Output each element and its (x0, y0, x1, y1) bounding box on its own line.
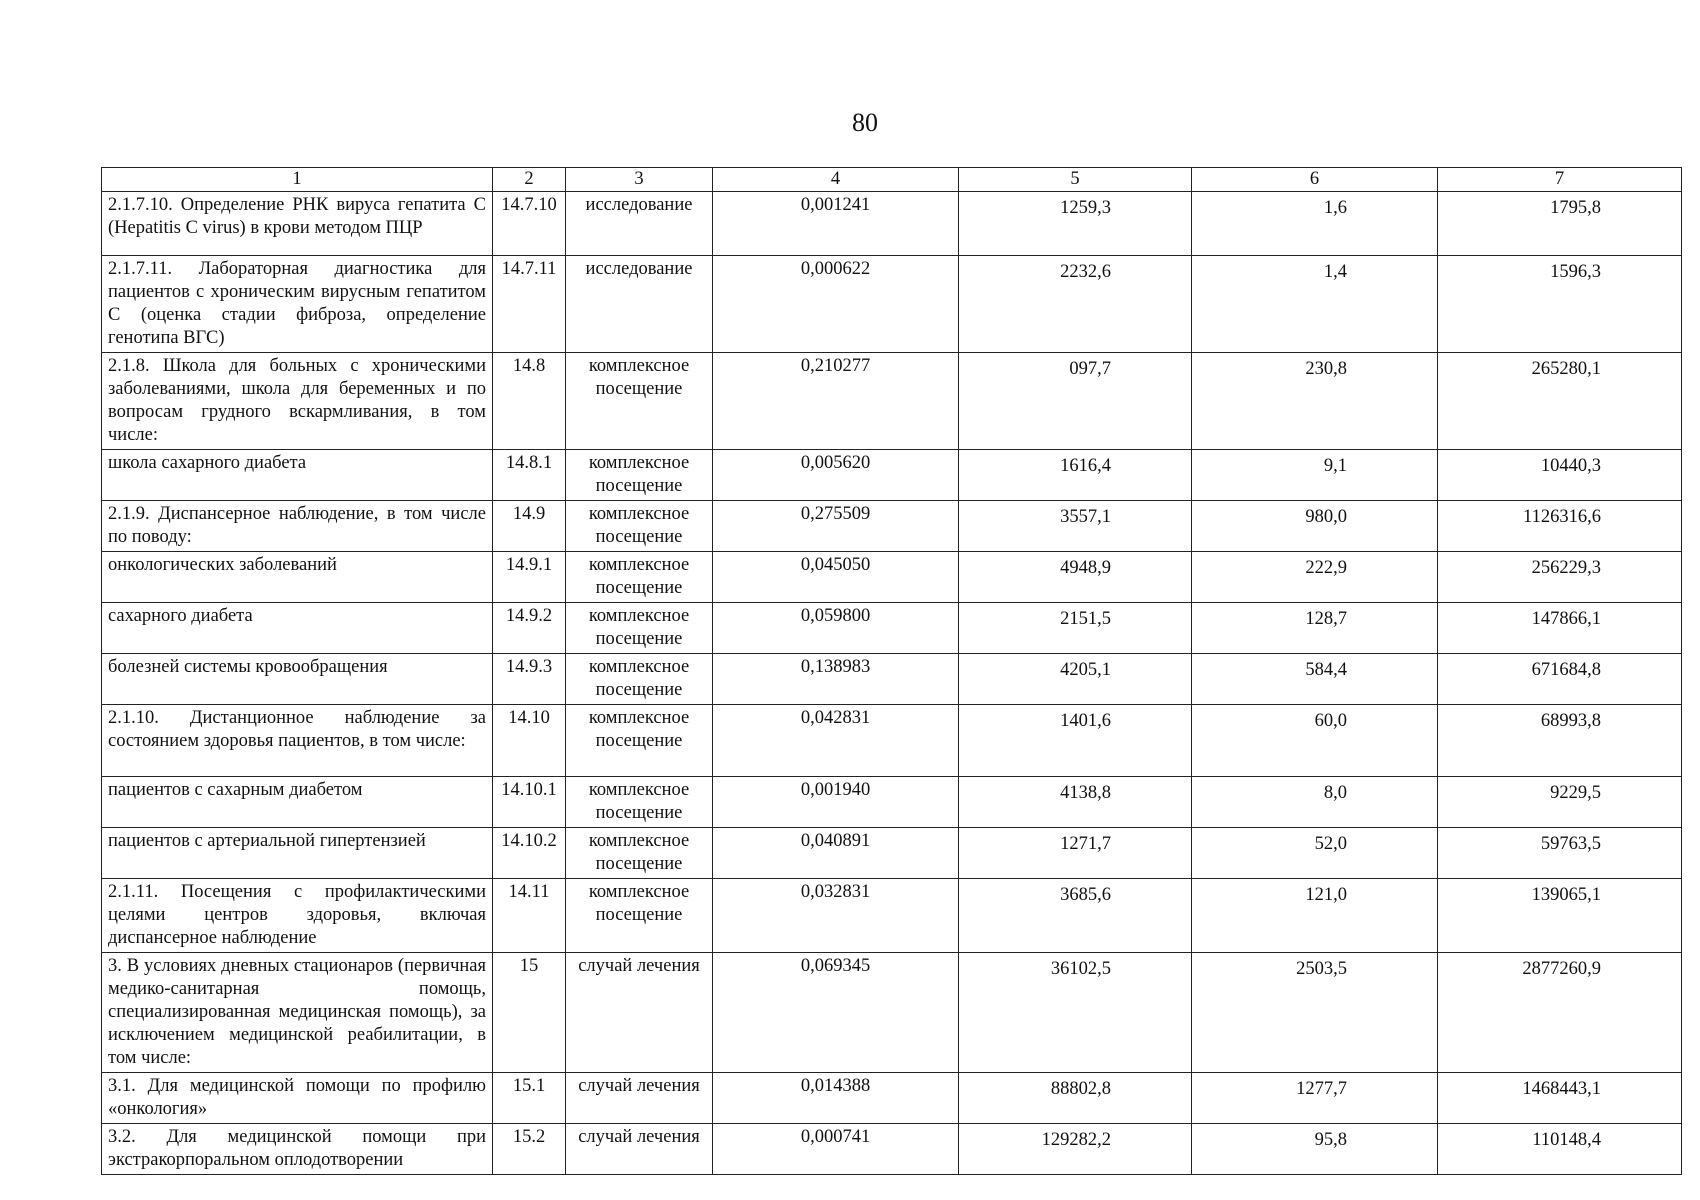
table-row (102, 450, 1682, 501)
row-value-6 (1192, 705, 1438, 777)
row-value-6 (1192, 353, 1438, 450)
row-value-6 (1192, 256, 1438, 353)
row-code: 14.7.11 (493, 256, 566, 353)
row-name: 3.1. Для медицинской помощи по профилю «онкология» (102, 1073, 493, 1124)
row-value-4: 0,138983 (713, 654, 959, 705)
row-value-4: 0,001940 (713, 777, 959, 828)
row-value-7-text: 265280,1 (1531, 359, 1601, 379)
row-value-5 (959, 654, 1192, 705)
row-value-4: 0,032831 (713, 879, 959, 953)
row-value-6 (1192, 552, 1438, 603)
row-value-5 (959, 501, 1192, 552)
row-value-6-text: 95,8 (1314, 1130, 1347, 1150)
row-unit: комплексное посещение (566, 705, 713, 777)
row-value-4: 0,001241 (713, 192, 959, 256)
row-unit: случай лечения (566, 1073, 713, 1124)
row-name: 2.1.8. Школа для больных с хроническими заболеваниями, школа для беременных и по вопросам грудного вскармливания, в том числе: (102, 353, 493, 450)
row-value-6-text: 222,9 (1305, 558, 1347, 578)
row-name: 2.1.7.10. Определение РНК вируса гепатита С (Hepatitis C virus) в крови методом ПЦР (102, 192, 493, 256)
row-unit: комплексное посещение (566, 654, 713, 705)
table-row (102, 705, 1682, 777)
tariff-table (101, 167, 1682, 1175)
row-value-7 (1438, 828, 1682, 879)
row-value-4: 0,014388 (713, 1073, 959, 1124)
row-value-4: 0,275509 (713, 501, 959, 552)
row-code: 15 (493, 953, 566, 1073)
row-unit: комплексное посещение (566, 777, 713, 828)
row-value-5 (959, 1124, 1192, 1175)
row-code: 14.8.1 (493, 450, 566, 501)
row-value-4: 0,069345 (713, 953, 959, 1073)
row-value-6 (1192, 777, 1438, 828)
row-value-5-text: 36102,5 (1050, 959, 1111, 979)
column-number: 3 (566, 168, 713, 192)
row-unit: комплексное посещение (566, 552, 713, 603)
row-value-5 (959, 353, 1192, 450)
row-value-7 (1438, 1073, 1682, 1124)
row-value-5 (959, 828, 1192, 879)
row-value-6 (1192, 450, 1438, 501)
row-code: 14.9.1 (493, 552, 566, 603)
row-unit: комплексное посещение (566, 450, 713, 501)
row-value-6 (1192, 501, 1438, 552)
table-row (102, 1124, 1682, 1175)
row-value-6-text: 584,4 (1305, 660, 1347, 680)
row-name: школа сахарного диабета (102, 450, 493, 501)
row-code: 14.7.10 (493, 192, 566, 256)
row-value-5 (959, 192, 1192, 256)
row-value-5-text: 129282,2 (1041, 1130, 1111, 1150)
row-value-5 (959, 552, 1192, 603)
table-row (102, 192, 1682, 256)
row-value-7-text: 1468443,1 (1522, 1079, 1601, 1099)
page-number: 80 (852, 108, 878, 137)
row-value-6-text: 52,0 (1314, 834, 1347, 854)
row-value-5 (959, 777, 1192, 828)
row-value-7 (1438, 879, 1682, 953)
row-value-7 (1438, 192, 1682, 256)
row-unit: исследование (566, 192, 713, 256)
row-value-5-text: 1401,6 (1060, 711, 1111, 731)
row-value-5 (959, 603, 1192, 654)
row-value-7 (1438, 552, 1682, 603)
row-unit: комплексное посещение (566, 353, 713, 450)
row-value-6 (1192, 603, 1438, 654)
row-value-7 (1438, 256, 1682, 353)
row-value-6-text: 2503,5 (1296, 959, 1347, 979)
table-row (102, 501, 1682, 552)
row-code: 14.10.2 (493, 828, 566, 879)
row-value-4: 0,000622 (713, 256, 959, 353)
table-row (102, 353, 1682, 450)
column-number: 7 (1438, 168, 1682, 192)
row-value-7 (1438, 603, 1682, 654)
row-value-6-text: 128,7 (1305, 609, 1347, 629)
table-row (102, 654, 1682, 705)
row-value-6-text: 1277,7 (1296, 1079, 1347, 1099)
row-value-7-text: 68993,8 (1540, 711, 1601, 731)
table-row (102, 828, 1682, 879)
row-value-5 (959, 256, 1192, 353)
row-value-6-text: 230,8 (1305, 359, 1347, 379)
row-name: сахарного диабета (102, 603, 493, 654)
row-value-7 (1438, 501, 1682, 552)
column-number: 4 (713, 168, 959, 192)
row-value-6 (1192, 953, 1438, 1073)
row-code: 14.9.3 (493, 654, 566, 705)
row-name: 2.1.10. Дистанционное наблюдение за состоянием здоровья пациентов, в том числе: (102, 705, 493, 777)
row-value-7-text: 256229,3 (1531, 558, 1601, 578)
row-value-5-text: 2232,6 (1060, 262, 1111, 282)
row-value-4: 0,042831 (713, 705, 959, 777)
row-value-6-text: 60,0 (1314, 711, 1347, 731)
row-name: 2.1.9. Диспансерное наблюдение, в том числе по поводу: (102, 501, 493, 552)
row-value-6 (1192, 1073, 1438, 1124)
row-value-6-text: 9,1 (1323, 456, 1347, 476)
row-value-4: 0,045050 (713, 552, 959, 603)
row-value-6-text: 8,0 (1323, 783, 1347, 803)
row-value-7-text: 2877260,9 (1522, 959, 1601, 979)
table-row (102, 1073, 1682, 1124)
row-value-7-text: 10440,3 (1540, 456, 1601, 476)
row-unit: комплексное посещение (566, 879, 713, 953)
column-number: 2 (493, 168, 566, 192)
row-value-7-text: 1126316,6 (1523, 507, 1601, 527)
row-code: 14.10 (493, 705, 566, 777)
row-code: 14.9 (493, 501, 566, 552)
row-code: 14.9.2 (493, 603, 566, 654)
row-value-7 (1438, 705, 1682, 777)
row-unit: исследование (566, 256, 713, 353)
row-value-7 (1438, 1124, 1682, 1175)
row-value-4: 0,059800 (713, 603, 959, 654)
row-value-7-text: 1795,8 (1550, 198, 1601, 218)
row-value-5 (959, 1073, 1192, 1124)
row-value-7 (1438, 953, 1682, 1073)
row-code: 14.8 (493, 353, 566, 450)
row-value-7-text: 110148,4 (1532, 1130, 1601, 1150)
row-value-6-text: 1,4 (1323, 262, 1347, 282)
row-value-7-text: 671684,8 (1531, 660, 1601, 680)
row-value-6-text: 121,0 (1305, 885, 1347, 905)
row-unit: случай лечения (566, 1124, 713, 1175)
row-value-5 (959, 450, 1192, 501)
row-value-7 (1438, 450, 1682, 501)
row-value-7 (1438, 654, 1682, 705)
row-value-4: 0,210277 (713, 353, 959, 450)
table-row (102, 879, 1682, 953)
row-value-5 (959, 879, 1192, 953)
row-value-6 (1192, 192, 1438, 256)
row-code: 15.1 (493, 1073, 566, 1124)
row-name: болезней системы кровообращения (102, 654, 493, 705)
row-value-6 (1192, 1124, 1438, 1175)
row-value-5-text: 1259,3 (1060, 198, 1111, 218)
row-unit: случай лечения (566, 953, 713, 1073)
row-value-5-text: 88802,8 (1050, 1079, 1111, 1099)
row-name: пациентов с артериальной гипертензией (102, 828, 493, 879)
row-value-5-text: 4948,9 (1060, 558, 1111, 578)
row-value-7-text: 1596,3 (1550, 262, 1601, 282)
row-value-6 (1192, 879, 1438, 953)
row-name: 3.2. Для медицинской помощи при экстракорпоральном оплодотворении (102, 1124, 493, 1175)
row-code: 14.11 (493, 879, 566, 953)
row-name: 2.1.11. Посещения с профилактическими целями центров здоровья, включая диспансерное наблюдение (102, 879, 493, 953)
row-value-7-text: 59763,5 (1540, 834, 1601, 854)
row-value-4: 0,000741 (713, 1124, 959, 1175)
row-value-6 (1192, 654, 1438, 705)
table-row (102, 552, 1682, 603)
row-code: 14.10.1 (493, 777, 566, 828)
table-row (102, 953, 1682, 1073)
column-number: 5 (959, 168, 1192, 192)
row-value-6-text: 980,0 (1305, 507, 1347, 527)
column-number: 1 (102, 168, 493, 192)
row-value-7-text: 147866,1 (1531, 609, 1601, 629)
row-value-6 (1192, 828, 1438, 879)
table-row (102, 603, 1682, 654)
row-value-5-text: 4205,1 (1060, 660, 1111, 680)
row-name: 2.1.7.11. Лабораторная диагностика для пациентов с хроническим вирусным гепатитом С (оценка стадии фиброза, определение генотипа ВГС) (102, 256, 493, 353)
row-value-7 (1438, 777, 1682, 828)
row-value-7-text: 139065,1 (1531, 885, 1601, 905)
row-value-7 (1438, 353, 1682, 450)
row-code: 15.2 (493, 1124, 566, 1175)
row-name: пациентов с сахарным диабетом (102, 777, 493, 828)
row-value-5 (959, 705, 1192, 777)
row-value-7-text: 9229,5 (1550, 783, 1601, 803)
row-unit: комплексное посещение (566, 603, 713, 654)
row-value-5-text: 2151,5 (1060, 609, 1111, 629)
row-value-5-text: 3557,1 (1060, 507, 1111, 527)
row-value-5-text: 3685,6 (1060, 885, 1111, 905)
table-row (102, 777, 1682, 828)
row-value-4: 0,040891 (713, 828, 959, 879)
row-value-5 (959, 953, 1192, 1073)
row-value-6-text: 1,6 (1323, 198, 1347, 218)
row-value-5-text: 4138,8 (1060, 783, 1111, 803)
table-row (102, 256, 1682, 353)
row-name: онкологических заболеваний (102, 552, 493, 603)
row-value-5-text: 1616,4 (1060, 456, 1111, 476)
row-value-4: 0,005620 (713, 450, 959, 501)
row-value-5-text: 1271,7 (1060, 834, 1111, 854)
row-value-5-text: 097,7 (1069, 359, 1111, 379)
column-number: 6 (1192, 168, 1438, 192)
row-name: 3. В условиях дневных стационаров (первичная медико-санитарная помощь, специализированная медицинская помощь), за исключением медицинской реабилитации, в том числе: (102, 953, 493, 1073)
column-number-row (102, 168, 1682, 192)
row-unit: комплексное посещение (566, 828, 713, 879)
row-unit: комплексное посещение (566, 501, 713, 552)
